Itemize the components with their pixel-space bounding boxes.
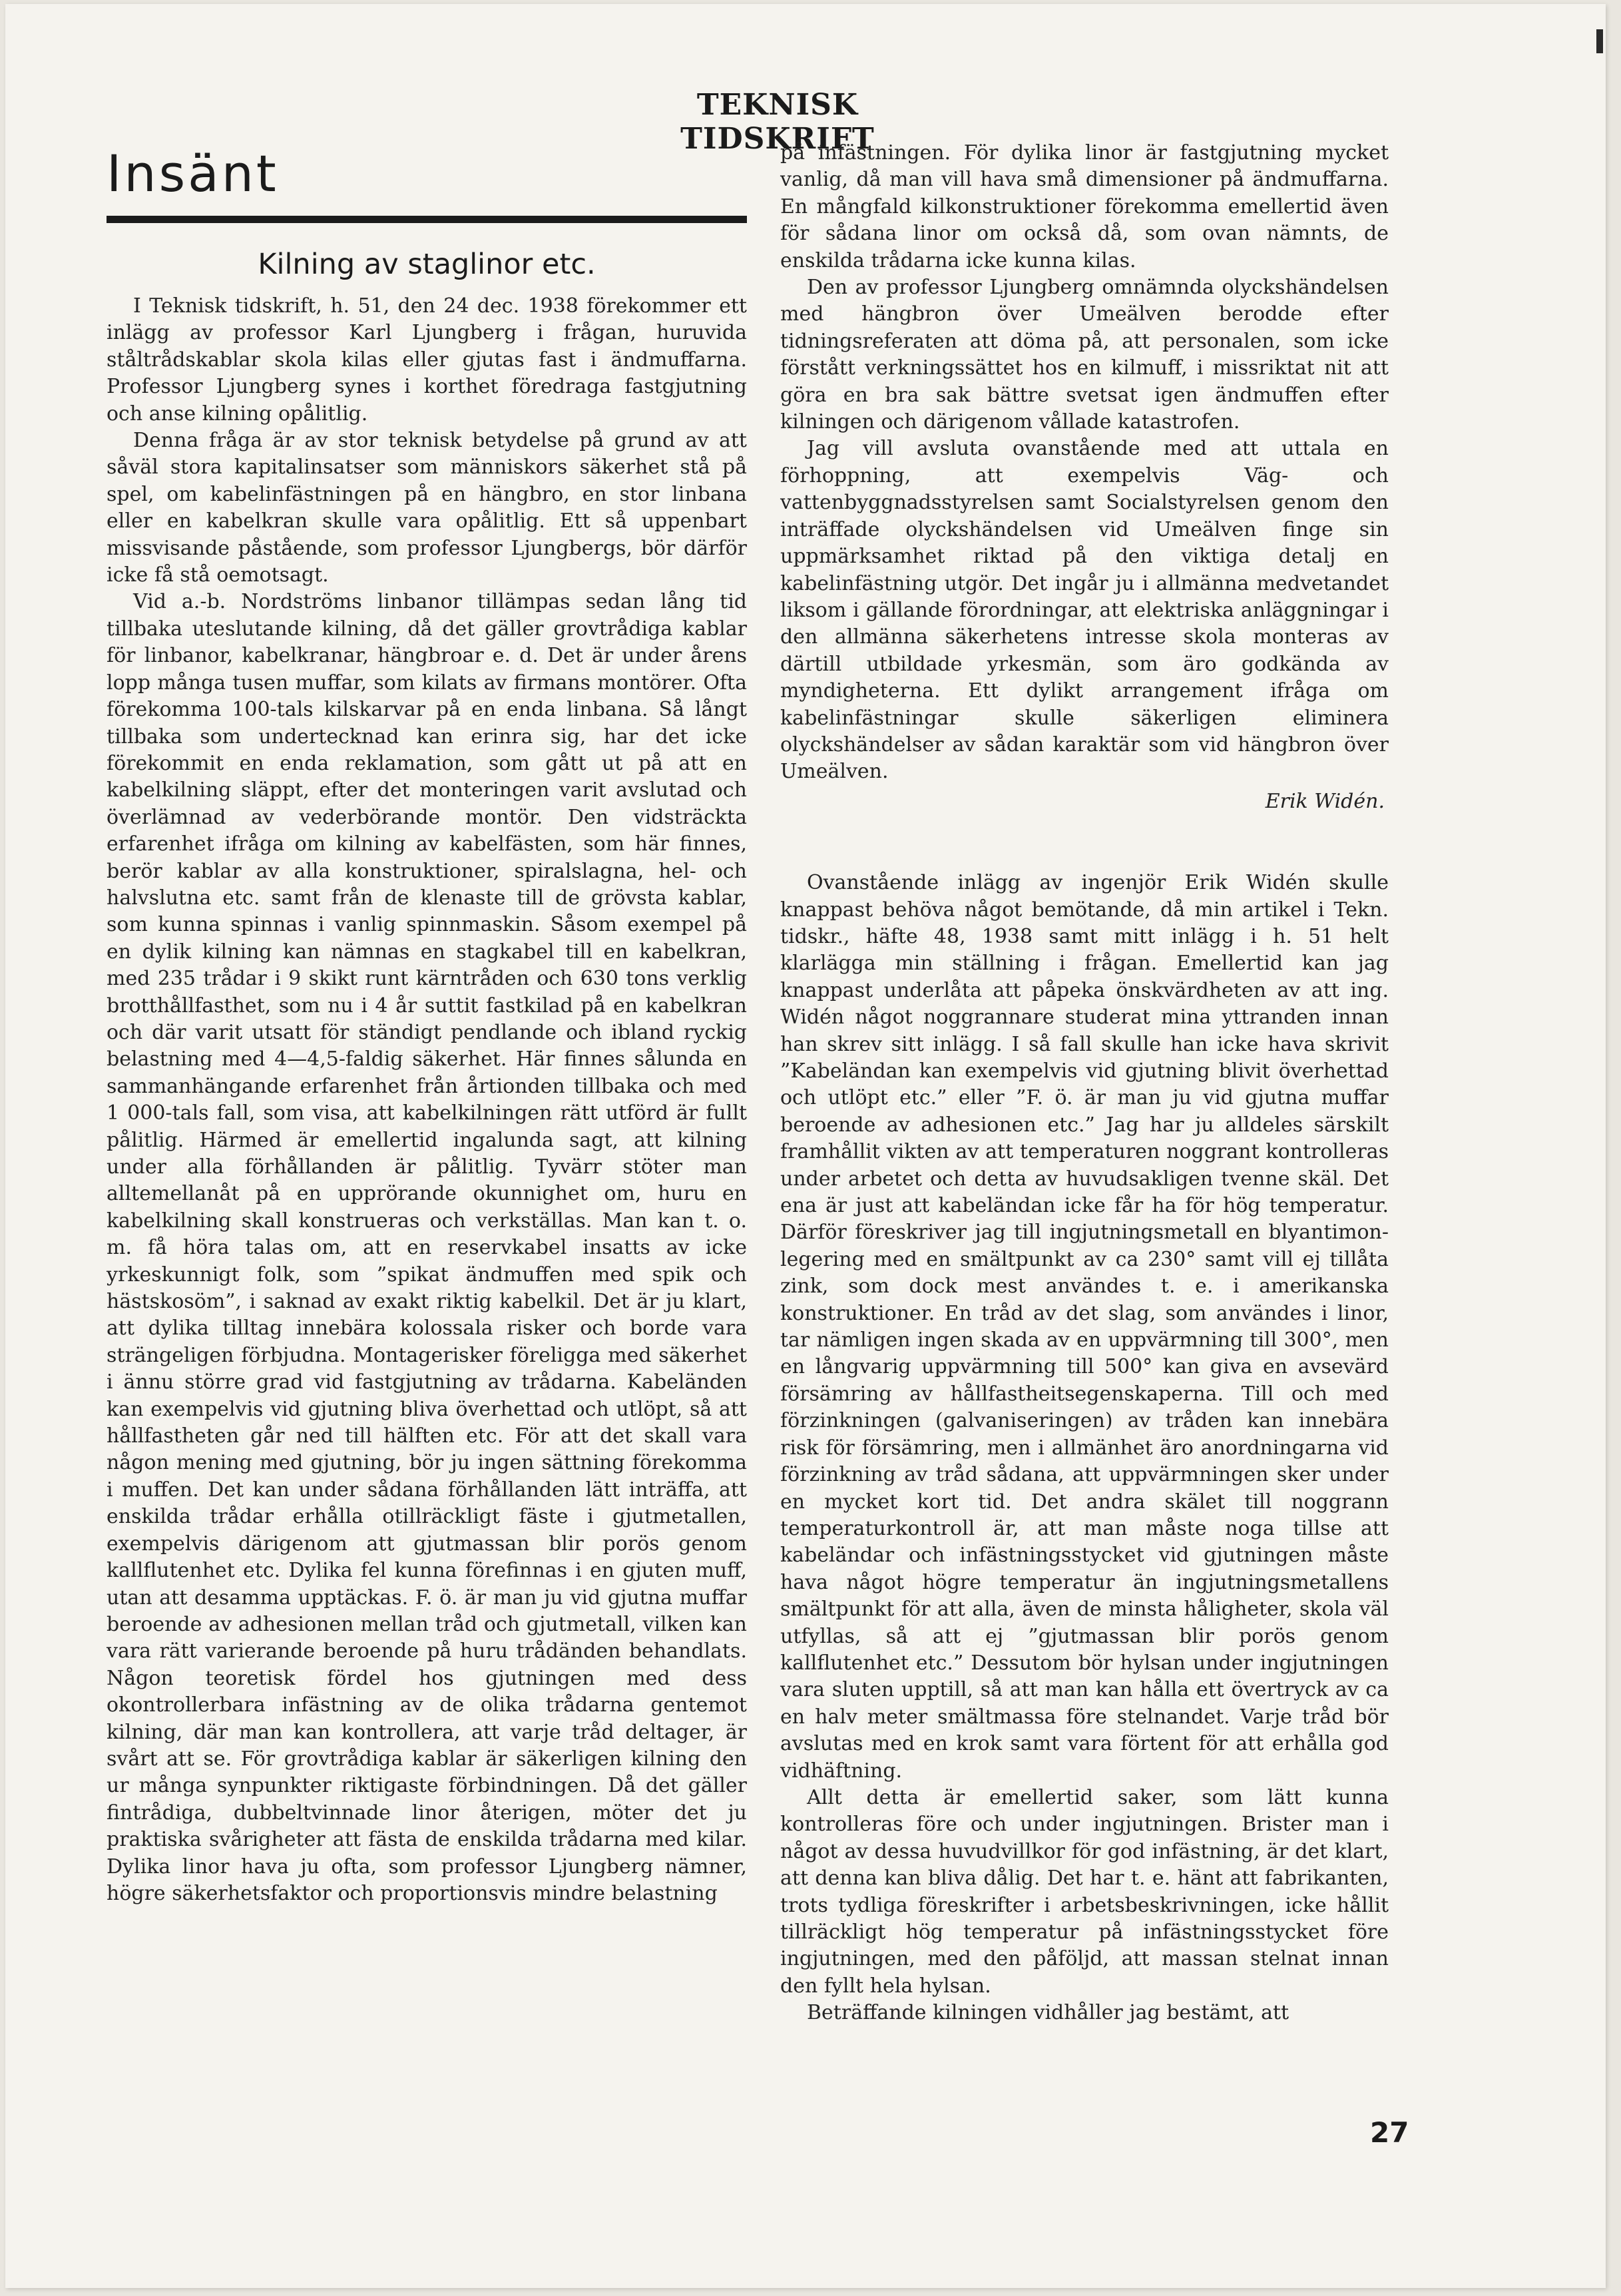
section-rule <box>107 216 747 223</box>
paragraph: Den av professor Ljungberg omnämnda olyckshändelsen med hängbron över Umeälven berodde efter tidningsreferaten att döma på, att personalen, som icke förstått verkningssättet hos en kilmuff, i missriktat nit att göra en bra sak bättre svetsat igen ändmuffen efter kilningen och därigenom vållade katastrofen. <box>780 276 1389 434</box>
scan-edge-mark <box>1596 29 1603 53</box>
page-number: 27 <box>1370 2116 1409 2149</box>
article-title: Kilning av staglinor etc. <box>258 248 596 281</box>
paragraph: på infästningen. För dylika linor är fastgjutning mycket vanlig, då man vill hava små dimensioner på ändmuffarna. En mångfald kilkonstruktioner förekomma emellertid även för sådana linor om också då, som ovan nämnts, de enskilda trådarna icke kunna kilas. <box>780 141 1389 272</box>
document-page <box>5 4 1606 2288</box>
article-separator <box>780 815 1389 870</box>
left-column <box>107 293 747 1907</box>
paragraph: Vid a.-b. Nordströms linbanor tillämpas sedan lång tid tillbaka uteslutande kilning, då det gäller grovtrådiga kablar för linbanor, kabelkranar, hängbroar e. d. Det är under årens lopp många tusen muffar, som kilats av firmans montörer. Ofta förekomma 100-tals kilskarvar på en enda linbana. Så långt tillbaka som undertecknad kan erinra sig, har det icke förekommit en enda reklamation, som gått ut på att en kabelkilning släppt, efter det monteringen varit avslutad och överlämnad av vederbörande montör. Den vidsträckta erfarenhet ifråga om kilning av kabelfästen, som här finnes, berör kablar av alla konstruktioner, spiralslagna, hel- och halvslutna etc. samt från de klenaste till de grövsta kablar, som kunna spinnas i vanlig spinnmaskin. Såsom exempel på en dylik kilning kan nämnas en stagkabel till en kabelkran, med 235 trådar i 9 skikt runt kärntråden och 630 tons verklig brotthållfasthet, som nu i 4 år suttit fastkilad på en kabelkran och där varit utsatt för ständigt pendlande och ibland ryckig belastning med 4—4,5-faldig säkerhet. Här finnes sålunda en sammanhängande erfarenhet från årtionden tillbaka och med 1 000-tals fall, som visa, att kabelkilningen rätt utförd är fullt pålitlig. Härmed är emellertid ingalunda sagt, att kilning under alla förhållanden är pålitlig. Tyvärr stöter man alltemellanåt på en upprörande okunnighet om, huru en kabelkilning skall konstrueras och verkställas. Man kan t. o. m. få höra talas om, att en reservkabel insatts av icke yrkeskunnigt folk, som ”spikat ändmuffen med spik och hästskosöm”, i saknad av exakt riktig kabelkil. Det är ju klart, att dylika tilltag innebära kolossala risker och borde vara strängeligen förbjudna. Montagerisker föreligga med säkerhet i ännu större grad vid fastgjutning av trådarna. Kabeländen kan exempelvis vid gjutning bliva överhettad och utlöpt, så att hållfastheten går ned till hälften etc. För att det skall vara någon mening med gjutning, bör ju ingen sättning förekomma i muffen. Det kan under sådana förhållanden lätt inträffa, att enskilda trådar erhålla otillräckligt fäste i gjutmetallen, exempelvis därigenom att gjutmassan blir porös genom kallflutenhet etc. Dylika fel kunna förefinnas i en gjuten muff, utan att desamma upptäckas. F. ö. är man ju vid gjutna muffar beroende av adhesionen mellan tråd och gjutmetall, vilken kan vara rätt varierande beroende på huru trådänden behandlats. Någon teoretisk fördel hos gjutningen med dess okontrollerbara infästning av de olika trådarna gentemot kilning, där man kan kontrollera, att varje tråd deltager, är svårt att se. För grovtrådiga kablar är säkerligen kilning den ur många synpunkter riktigaste förbindningen. Då det gäller fintrådiga, dubbeltvinnade linor återigen, möter det ju praktiska svårigheter att fästa de enskilda trådarna med kilar. Dylika linor hava ju ofta, som professor Ljungberg nämner, högre säkerhetsfaktor och proportionsvis mindre belastning <box>107 590 747 1905</box>
paragraph: Jag vill avsluta ovanstående med att uttala en förhoppning, att exempelvis Väg- och vattenbyggnadsstyrelsen samt Socialstyrelsen genom den inträffade olyckshändelsen vid Umeälven finge sin uppmärksamhet riktad på den viktiga detalj en kabelinfästning utgör. Det ingår ju i allmänna medvetandet liksom i gällande förordningar, att elektriska anläggningar i den allmänna säkerhetens intresse skola monteras av därtill utbildade yrkesmän, som äro godkända av myndigheterna. Ett dylikt arrangement ifråga om kabelinfästningar skulle säkerligen eliminera olyckshändelser av sådan karaktär som vid hängbron över Umeälven. <box>780 437 1389 784</box>
right-column <box>780 140 1389 2027</box>
paragraph: Denna fråga är av stor teknisk betydelse på grund av att såväl stora kapitalinsatser som människors säkerhet stå på spel, om kabelinfästningen på en hängbro, en stor linbana eller en kabelkran skulle vara opålitlig. Ett så uppenbart missvisande påstående, som professor Ljungbergs, bör därför icke få stå oemotsagt. <box>107 429 747 587</box>
paragraph: I Teknisk tidskrift, h. 51, den 24 dec. 1938 förekommer ett inlägg av professor Karl Ljungberg i frågan, huruvida ståltrådskablar skola kilas eller gjutas fast i ändmuffarna. Professor Ljungberg synes i korthet föredraga fastgjutning och anse kilning opålitlig. <box>107 294 747 426</box>
author-signature: Erik Widén. <box>1265 789 1385 813</box>
paragraph: Ovanstående inlägg av ingenjör Erik Widén skulle knappast behöva något bemötande, då min artikel i Tekn. tidskr., häfte 48, 1938 samt mitt inlägg i h. 51 helt klarlägga min ställning i frågan. Emellertid kan jag knappast underlåta att påpeka önskvärdheten av att ing. Widén något noggrannare studerat mina yttranden innan han skrev sitt inlägg. I så fall skulle han icke hava skrivit ”Kabeländan kan exempelvis vid gjutning blivit överhettad och utlöpt etc.” eller ”F. ö. är man ju vid gjutna muffar beroende av adhesionen etc.” Jag har ju alldeles särskilt framhållit vikten av att temperaturen noggrant kontrolleras under arbetet och detta av huvudsakligen tvenne skäl. Det ena är just att kabeländan icke får ha för hög temperatur. Därför föreskriver jag till ingjutningsmetall en blyantimon-legering med en smältpunkt av ca 230° samt vill ej tillåta zink, som dock mest användes t. e. i amerikanska konstruktioner. En tråd av det slag, som användes i linor, tar nämligen ingen skada av en uppvärmning till 300°, men en långvarig uppvärmning till 500° kan giva en avsevärd försämring av hållfastheitsegenskaperna. Till och med förzinkningen (galvaniseringen) av tråden kan innebära risk för försämring, men i allmänhet äro anordningarna vid förzinkning av tråd sådana, att uppvärmningen sker under en mycket kort tid. Det andra skälet till noggrann temperaturkontroll är, att man måste noga tillse att kabeländar och infästningsstycket vid gjutningen måste hava något högre temperatur än ingjutningsmetallens smältpunkt för att alla, även de minsta håligheter, skola väl utfyllas, så att ej ”gjutmassan blir porös genom kallflutenhet etc.” Dessutom bör hylsan under ingjutningen vara sluten upptill, så att man kan hålla ett övertryck av ca en halv meter smältmassa före stelnandet. Varje tråd bör avslutas med en krok samt vara förtent för att erhålla god vidhäftning. <box>780 871 1389 1783</box>
paragraph: Allt detta är emellertid saker, som lätt kunna kontrolleras före och under ingjutningen. Brister man i något av dessa huvudvillkor för god infästning, är det klart, att denna kan bliva dålig. Det har t. e. hänt att fabrikanten, trots tydliga föreskrifter i arbetsbeskrivningen, icke hållit tillräckligt hög temperatur på infästningsstycket före ingjutningen, med den påföljd, att massan stelnat innan den fyllt hela hylsan. <box>780 1785 1389 1998</box>
section-title: Insänt <box>107 144 279 203</box>
paragraph: Beträffande kilningen vidhåller jag bestämt, att <box>807 2001 1289 2025</box>
journal-masthead: TEKNISK TIDSKRIFT <box>680 88 875 156</box>
